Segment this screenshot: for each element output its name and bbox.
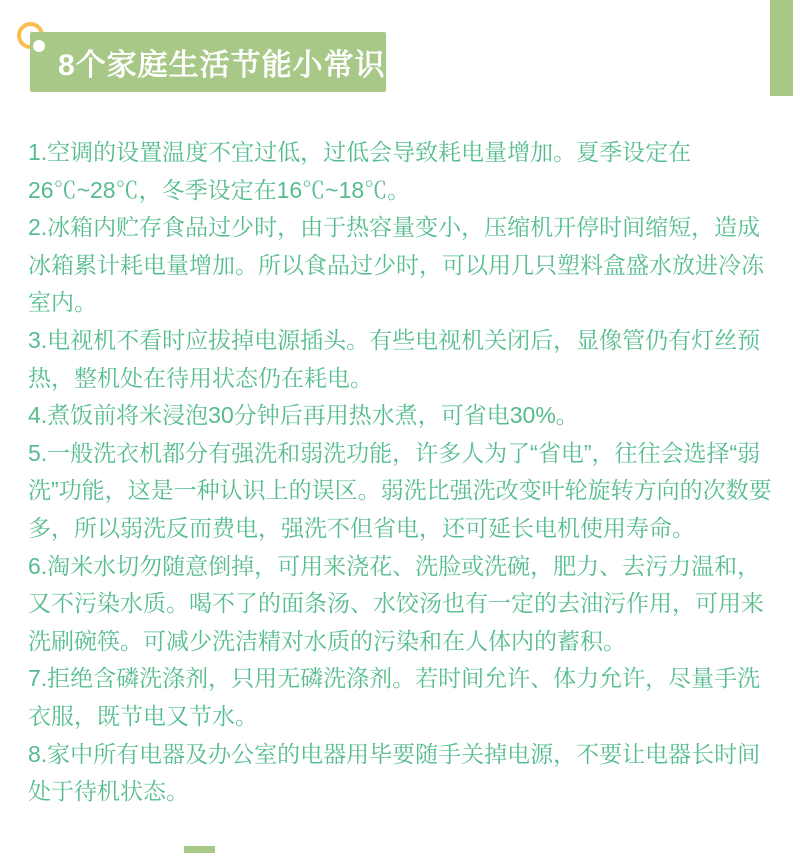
- tip-item-5: 5.一般洗衣机都分有强洗和弱洗功能，许多人为了“省电”，往往会选择“弱洗”功能，这是一种认识上的误区。弱洗比强洗改变叶轮旋转方向的次数要多，所以弱洗反而费电，强洗不但省电，还可延长电机使用寿命。: [28, 439, 772, 541]
- tip-item-8: 8.家中所有电器及办公室的电器用毕要随手关掉电源，不要让电器长时间处于待机状态。: [28, 740, 761, 805]
- title-badge: [30, 32, 386, 92]
- tip-item-6: 6.淘米水切勿随意倒掉，可用来浇花、洗脸或洗碗，肥力、去污力温和，又不污染水质。喝不了的面条汤、水饺汤也有一定的去油污作用，可用来洗刷碗筷。可减少洗洁精对水质的污染和在人体内的蓄积。: [28, 552, 764, 654]
- tip-item-2: 2.冰箱内贮存食品过少时，由于热容量变小，压缩机开停时间缩短，造成冰箱累计耗电量增加。所以食品过少时，可以用几只塑料盒盛水放进冷冻室内。: [28, 214, 764, 316]
- white-dot-decoration: [33, 40, 45, 52]
- tips-list: [28, 134, 775, 811]
- page-title: 8个家庭生活节能小常识: [58, 49, 386, 82]
- tip-item-4: 4.煮饭前将米浸泡30分钟后再用热水煮，可省电30%。: [28, 402, 579, 429]
- tip-item-3: 3.电视机不看时应拔掉电源插头。有些电视机关闭后，显像管仍有灯丝预热，整机处在待用状态仍在耗电。: [28, 326, 761, 391]
- bottom-bar-decoration: [184, 846, 215, 853]
- tip-item-7: 7.拒绝含磷洗涤剂，只用无磷洗涤剂。若时间允许、体力允许，尽量手洗衣服，既节电又节水。: [28, 665, 761, 729]
- top-right-bar-decoration: [770, 0, 793, 96]
- tip-item-1: 1.空调的设置温度不宜过低，过低会导致耗电量增加。夏季设定在26℃~28℃，冬季设定在16℃~18℃。: [28, 139, 692, 203]
